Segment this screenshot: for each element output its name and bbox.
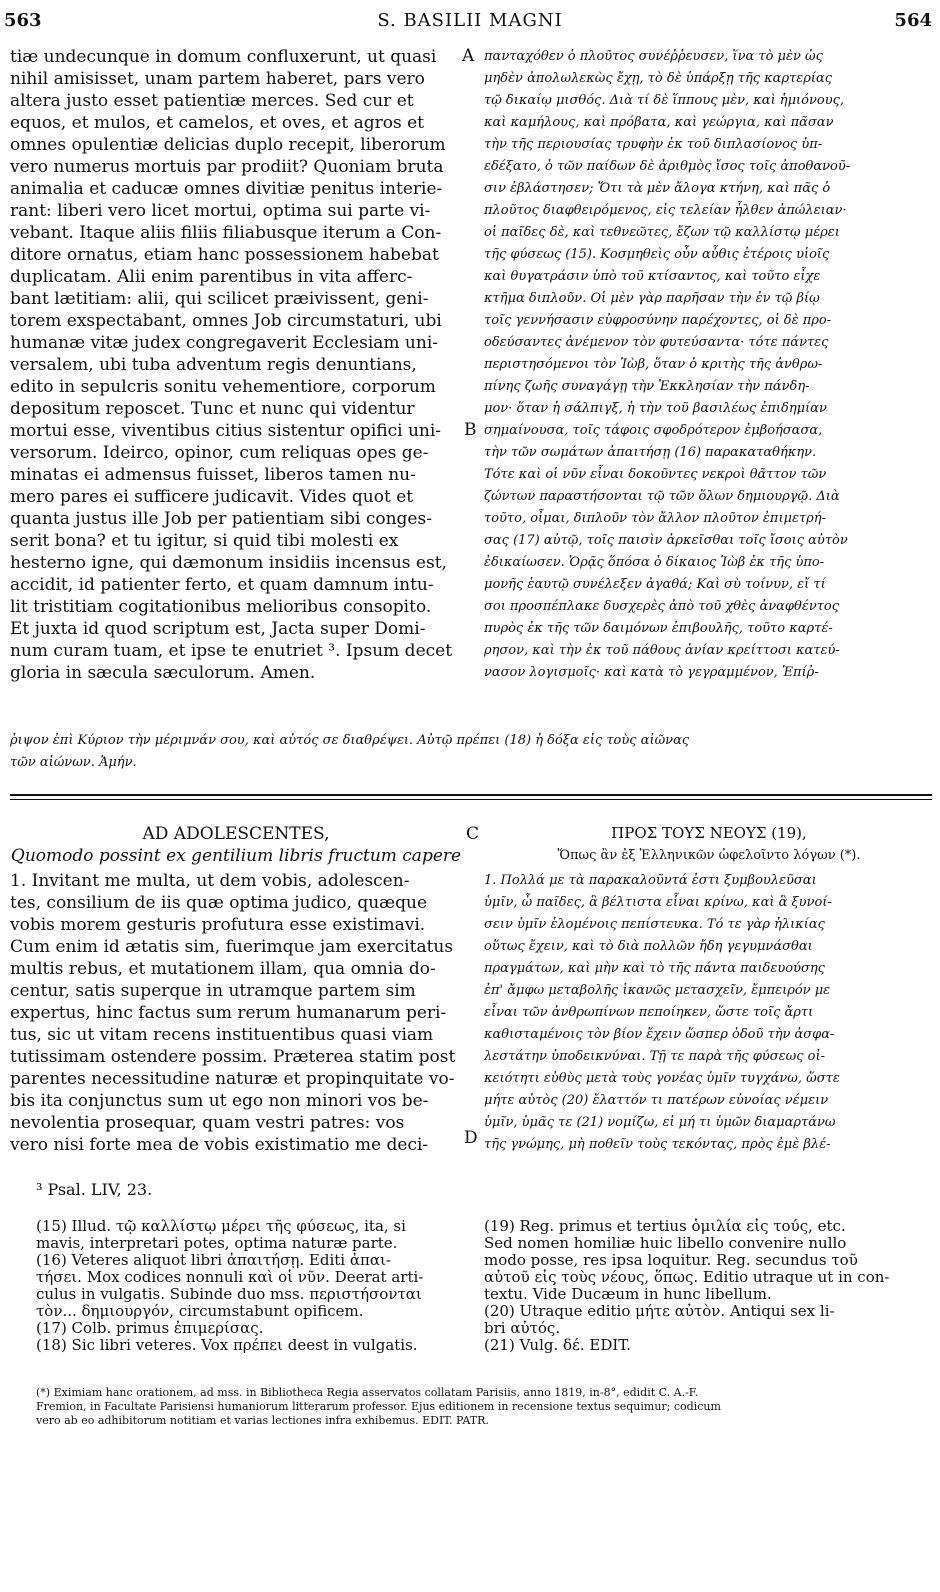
text-line: quanta justus ille Job per patientiam sibi conges- (10, 509, 432, 529)
text-line: τῶν αἰώνων. Ἀμήν. (10, 755, 137, 770)
text-line: πραγμάτων, καὶ μὴν καὶ τὸ τῆς πάντα παιδευούσης (484, 961, 825, 976)
text-line: accidit, id patienter ferto, et quam damnum intu- (10, 575, 434, 595)
text-line: lit tristitiam cogitationibus melioribus consopito. (10, 597, 432, 617)
text-line: μηδὲν ἀπολωλεκὼς ἔχῃ, τὸ δὲ ὑπάρξῃ τῆς καρτερίας (484, 71, 833, 86)
editor-note-line: (*) Eximiam hanc orationem, ad mss. in Bibliotheca Regia asservatos collatam Parisiis, anno 1819, in-8°, edidit C. A.-F. (36, 1386, 699, 1399)
text-line: minatas ei admensus fuisset, liberos tamen nu- (10, 465, 416, 485)
left-page-number: 563 (4, 10, 42, 31)
footnote-line: modo posse, res ipsa loquitur. Reg. secundus τοῦ (484, 1252, 858, 1269)
greek-title: ΠΡΟΣ ΤΟΥΣ ΝΕΟΥΣ (19), (611, 824, 807, 842)
text-line: vero numerus mortuis par prodiit? Quoniam bruta (10, 157, 444, 177)
text-line: tus, sic ut vitam recens instituentibus quasi viam (10, 1025, 434, 1045)
greek-subtitle: Ὅπως ἂν ἐξ Ἑλληνικῶν ὠφελοῖντο λόγων (*). (557, 848, 861, 863)
text-line: τὴν τῶν σωμάτων ἀπαιτήσῃ (16) παρακαταθήκην. (484, 445, 817, 460)
text-line: πίνης ζωῆς συναγάγῃ τὴν Ἐκκλησίαν τὴν πάνδη- (484, 379, 810, 394)
footnote-line: textu. Vide Ducæum in hunc libellum. (484, 1286, 772, 1303)
text-line: νασον λογισμοῖς· καὶ κατὰ τὸ γεγραμμένον, Ἐπίῤ- (484, 665, 819, 680)
text-line: 1. Πολλά με τὰ παρακαλοῦντά ἐστι ξυμβουλεῦσαι (484, 873, 817, 888)
footnote-line: bri αὐτός. (484, 1320, 561, 1337)
running-title: S. BASILII MAGNI (377, 10, 563, 31)
scripture-footnote: ³ Psal. LIV, 23. (36, 1180, 153, 1199)
text-line: εἶναι τῶν ἀνθρωπίνων πεποίηκεν, ὥστε τοῖς ἄρτι (484, 1005, 814, 1020)
text-line: οἱ παῖδες δὲ, καὶ τεθνεῶτες, ἔζων τῷ καλλίστῳ μέρει (484, 225, 840, 240)
text-line: mero pares ei sufficere judicavit. Vides quot et (10, 487, 414, 507)
text-line: τῆς γνώμης, μὴ ποθεῖν τοὺς τεκόντας, πρὸς ἐμὲ βλέ- (484, 1137, 831, 1152)
text-line: μονῆς ἑαυτῷ συνέλεξεν ἀγαθά; Καὶ σὺ τοίνυν, εἴ τί (484, 577, 826, 592)
footnote-line: (21) Vulg. δέ. EDIT. (484, 1337, 631, 1354)
footnote-line: τὸν... δημιουργόν, circumstabunt opificem. (36, 1303, 364, 1320)
text-line: 1. Invitant me multa, ut dem vobis, adolescen- (10, 871, 410, 891)
text-line: humanæ vitæ judex congregaverit Ecclesiam uni- (10, 333, 438, 353)
editor-note-line: Fremion, in Facultate Parisiensi humaniorum litterarum professor. Ejus editionem in recensione textus sequimur; codicum (36, 1400, 721, 1413)
text-line: μον· ὅταν ἡ σάλπιγξ, ἡ τὴν τοῦ βασιλέως ἐπιδημίαν (484, 401, 827, 416)
text-line: versorum. Ideirco, opinor, cum reliquas opes ge- (10, 443, 429, 463)
text-line: ὑμῖν, ὑμᾶς τε (21) νομίζω, εἰ μή τι ὑμῶν διαμαρτάνω (484, 1115, 836, 1130)
editor-note-line: vero ab eo adhibitorum notitiam et varias lectiones infra exhibemus. EDIT. PATR. (36, 1414, 489, 1427)
text-line: περιστησόμενοι τὸν Ἰὼβ, ὅταν ὁ κριτὴς τῆς ἀνθρω- (484, 357, 823, 372)
text-line: serit bona? et tu igitur, si quid tibi molesti ex (10, 531, 399, 551)
text-line: τῷ δικαίῳ μισθός. Διὰ τί δὲ ἵππους μὲν, καὶ ἡμιόνους, (484, 93, 845, 108)
text-line: rant: liberi vero licet mortui, optima sui parte vi- (10, 201, 431, 221)
text-line: equos, et mulos, et camelos, et oves, et agros et (10, 113, 424, 133)
text-line: ἐπ' ἄμφω μεταβολῆς ἱκανῶς μετασχεῖν, ἔμπειρόν με (484, 983, 831, 998)
text-line: bant lætitiam: alii, qui scilicet præivissent, geni- (10, 289, 429, 309)
text-line: Et juxta id quod scriptum est, Jacta super Domi- (10, 619, 426, 639)
text-line: vebant. Itaque aliis filiis filiabusque iterum a Con- (10, 223, 442, 243)
top-greek-fullwidth (10, 730, 934, 774)
text-line: ρησον, καὶ τὴν ἐκ τοῦ πάθους ἀνίαν κρείττοσι κατεύ- (484, 643, 840, 658)
text-line: animalia et caducæ omnes divitiæ penitus interie- (10, 179, 443, 199)
text-line: ῥιψον ἐπὶ Κύριον τὴν μέριμνάν σου, καὶ αὐτός σε διαθρέψει. Αὐτῷ πρέπει (18) ἡ δόξα εἰς τοὺς αἰῶνας (10, 733, 690, 748)
top-latin-column (10, 46, 462, 684)
text-line: torem exspectabant, omnes Job circumstaturi, ubi (10, 311, 442, 331)
text-line: tes, consilium de iis quæ optima judico, quæque (10, 893, 428, 913)
footnote-line: (20) Utraque editio μήτε αὐτὸν. Antiqui sex li- (484, 1303, 835, 1320)
text-line: τοῖς γεννήσασιν εὐφροσύνην παρέχοντες, οἱ δὲ προ- (484, 313, 832, 328)
footnote-line: (16) Veteres aliquot libri ἀπαιτήσῃ. Editi ἀπαι- (36, 1252, 391, 1269)
text-line: hesterno igne, qui dæmonum insidiis incensus est, (10, 553, 447, 573)
footnote-line: (17) Colb. primus ἐπιμερίσας. (36, 1320, 264, 1337)
text-line: Cum enim id ætatis sim, fuerimque jam exercitatus (10, 937, 454, 957)
section-rule-thin (10, 799, 932, 800)
text-line: κτῆμα διπλοῦν. Οἱ μὲν γὰρ παρῆσαν τὴν ἐν τῷ βίῳ (484, 291, 820, 306)
text-line: πανταχόθεν ὁ πλοῦτος συνέῤῥευσεν, ἵνα τὸ μὲν ὡς (484, 49, 823, 64)
margin-letter-c: C (466, 824, 480, 844)
footnote-line: τήσει. Mox codices nonnuli καὶ οἱ νῦν. Deerat arti- (36, 1269, 424, 1286)
text-line: πυρὸς ἐκ τῆς τῶν δαιμόνων ἐπιβουλῆς, τοῦτο καρτέ- (484, 621, 833, 636)
text-line: κειότητι εὐθὺς μετὰ τοὺς γονέας ὑμῖν τυγχάνω, ὥστε (484, 1071, 840, 1086)
text-line: οὕτως ἔχειν, καὶ τὸ διὰ πολλῶν ἤδη γεγυμνάσθαι (484, 939, 813, 954)
text-line: centur, satis superque in utramque partem sim (10, 981, 416, 1001)
text-line: πλοῦτος διαφθειρόμενος, εἰς τελείαν ἦλθεν ἀπώλειαν· (484, 203, 847, 218)
footnote-line: (15) Illud. τῷ καλλίστῳ μέρει τῆς φύσεως, ita, si (36, 1218, 406, 1235)
text-line: ὑμῖν, ὦ παῖδες, ἃ βέλτιστα εἶναι κρίνω, καὶ ἃ ξυνοί- (484, 895, 832, 910)
text-line: καὶ θυγατράσιν ὑπὸ τοῦ κτίσαντος, καὶ τοῦτο εἶχε (484, 269, 821, 284)
margin-letter-d: D (464, 1128, 478, 1148)
bottom-latin-column (10, 870, 462, 1156)
text-line: mortui esse, viventibus citius sistentur opifici uni- (10, 421, 442, 441)
text-line: Τότε καὶ οἱ νῦν εἶναι δοκοῦντες νεκροὶ θᾶττον τῶν (484, 467, 827, 482)
editor-note (36, 1386, 932, 1428)
text-line: λεστάτην ὑποδεικνύναι. Τῇ τε παρὰ τῆς φύσεως οἰ- (484, 1049, 825, 1064)
footnote-line: culus in vulgatis. Subinde duo mss. περιστήσονται (36, 1286, 422, 1303)
margin-letter-b: B (464, 420, 477, 440)
text-line: σειν ὑμῖν ἑλομένοις πεπίστευκα. Τό τε γὰρ ἡλικίας (484, 917, 825, 932)
text-line: σιν ἐβλάστησεν; Ὅτι τὰ μὲν ἄλογα κτήνη, καὶ πᾶς ὁ (484, 181, 831, 196)
text-line: σας (17) αὐτῷ, τοῖς παισὶν ἀρκεῖσθαι τοῖς ἴσοις αὐτὸν (484, 533, 848, 548)
footnote-line: mavis, interpretari potes, optima naturæ parte. (36, 1235, 398, 1252)
footnote-line: (19) Reg. primus et tertius ὁμιλία εἰς τούς, etc. (484, 1218, 846, 1235)
bottom-greek-column (484, 870, 934, 1156)
text-line: bis ita conjunctus sum ut ego non minori vos be- (10, 1091, 429, 1111)
text-line: τὴν τῆς περιουσίας τρυφὴν ἐκ τοῦ διπλασίονος ὑπ- (484, 137, 823, 152)
footnote-line: Sed nomen homiliæ huic libello convenire nullo (484, 1235, 847, 1252)
text-line: omnes opulentiæ delicias duplo recepit, liberorum (10, 135, 446, 155)
text-line: τοῦτο, οἶμαι, διπλοῦν τὸν ἄλλον πλοῦτον ἐπιμετρή- (484, 511, 826, 526)
text-line: καὶ καμήλους, καὶ πρόβατα, καὶ γεώργια, καὶ πᾶσαν (484, 115, 834, 130)
text-line: edito in sepulcris sonitu vehementiore, corporum (10, 377, 436, 397)
text-line: vero nisi forte mea de vobis existimatio me deci- (10, 1135, 429, 1155)
text-line: εδέξατο, ὁ τῶν παίδων δὲ ἀριθμὸς ἴσος τοῖς ἀποθανοῦ- (484, 159, 851, 174)
text-line: nevolentia prosequar, quam vestri patres: vos (10, 1113, 405, 1133)
text-line: σοι προσπέπλακε δυσχερὲς ἀπὸ τοῦ χθὲς ἀναφθέντος (484, 599, 840, 614)
text-line: οδεύσαντες ἀνέμενον τὸν φυτεύσαντα· τότε πάντες (484, 335, 829, 350)
text-line: expertus, hinc factus sum rerum humanarum peri- (10, 1003, 447, 1023)
text-line: τῆς φύσεως (15). Κοσμηθεὶς οὖν αὖθις ἑτέροις υἱοῖς (484, 247, 830, 262)
text-line: gloria in sæcula sæculorum. Amen. (10, 663, 316, 683)
text-line: καθισταμένοις τὸν βίον ἔχειν ὥσπερ ὁδοῦ τὴν ἀσφα- (484, 1027, 835, 1042)
footnote-line: (18) Sic libri veteres. Vox πρέπει deest in vulgatis. (36, 1337, 418, 1354)
text-line: ditore ornatus, etiam hanc possessionem habebat (10, 245, 439, 265)
latin-title: AD ADOLESCENTES, (142, 824, 330, 844)
text-line: μήτε αὐτὸς (20) ἔλαττόν τι πατέρων εὐνοίας νέμειν (484, 1093, 829, 1108)
section-rule-thick (10, 794, 932, 796)
notes-left (36, 1218, 466, 1354)
text-line: parentes necessitudine naturæ et propinquitate vo- (10, 1069, 455, 1089)
text-line: σημαίνουσα, τοῖς τάφοις σφοδρότερον ἐμβοήσασα, (484, 423, 823, 438)
text-line: num curam tuam, et ipse te enutriet ³. Ipsum decet (10, 641, 453, 661)
text-line: nihil amisisset, unam partem haberet, pars vero (10, 69, 425, 89)
text-line: duplicatam. Alii enim parentibus in vita afferc- (10, 267, 413, 287)
latin-subtitle: Quomodo possint ex gentilium libris fructum capere (10, 846, 462, 866)
top-greek-column (484, 46, 934, 684)
text-line: versalem, ubi tuba adventum regis denuntians, (10, 355, 417, 375)
footnote-line: αὐτοῦ εἰς τοὺς νέους, ὅπως. Editio utraque ut in con- (484, 1269, 890, 1286)
notes-right (484, 1218, 934, 1354)
text-line: tiæ undecunque in domum confluxerunt, ut quasi (10, 47, 437, 67)
text-line: ζώντων παραστήσονται τῷ τῶν ὅλων δημιουργῷ. Διὰ (484, 489, 840, 504)
text-line: altera justo esset patientiæ merces. Sed cur et (10, 91, 414, 111)
text-line: depositum reposcet. Tunc et nunc qui videntur (10, 399, 415, 419)
text-line: tutissimam ostendere possim. Præterea statim post (10, 1047, 456, 1067)
right-page-number: 564 (894, 10, 932, 31)
text-line: ἐδικαίωσεν. Ὁρᾷς ὅπόσα ὁ δίκαιος Ἰὼβ ἐκ τῆς ὑπο- (484, 555, 825, 570)
margin-letter-a: A (462, 46, 475, 66)
text-line: multis rebus, et mutationem illam, qua omnia do- (10, 959, 436, 979)
text-line: vobis morem gesturis profutura esse existimavi. (10, 915, 426, 935)
